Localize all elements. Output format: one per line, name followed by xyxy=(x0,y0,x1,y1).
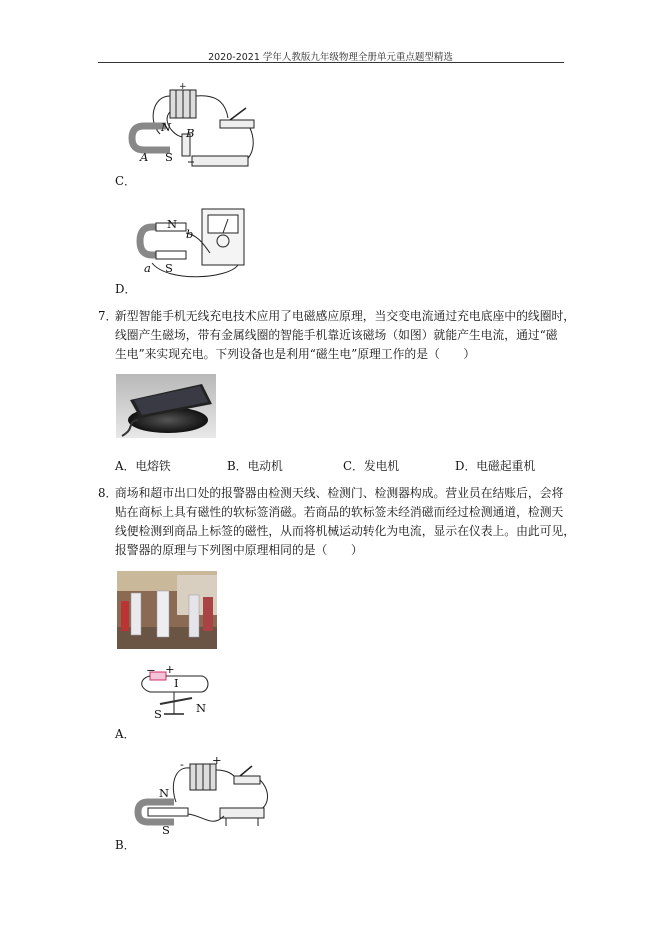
fig-d-pole-n: N xyxy=(167,217,178,231)
fig-a-minus: − xyxy=(146,663,156,677)
header-divider xyxy=(98,62,564,63)
q7-number: 7． xyxy=(98,309,118,323)
fig-d-pole-s: S xyxy=(165,261,173,275)
q8-option-a: A． xyxy=(115,727,136,741)
q6-option-c: C． xyxy=(115,174,136,188)
fig-c-pole-n: N xyxy=(161,120,172,134)
figure-d-circuit xyxy=(138,205,258,285)
fig-b-plus: + xyxy=(212,753,222,767)
store-security-gate-photo xyxy=(117,571,217,649)
q8-line-1: 商场和超市出口处的报警器由检测天线、检测门、检测器构成。营业员在结账后，会将 xyxy=(115,486,564,500)
fig-a-current: I xyxy=(174,676,179,690)
fig-a-plus: + xyxy=(165,662,175,676)
fig-d-point-b: b xyxy=(186,227,194,241)
q7-line-2: 线圈产生磁场，带有金属线圈的智能手机靠近该磁场（如图）就能产生电流，通过“磁 xyxy=(115,328,558,342)
q8-number: 8． xyxy=(98,486,118,500)
q8-line-3: 线便检测到商品上标签的磁性，从而将机械运动转化为电流，显示在仪表上。由此可见， xyxy=(115,524,576,538)
q8-line-2: 贴在商标上具有磁性的软标签消磁。若商品的软标签未经消磁而经过检测通道，检测天 xyxy=(115,505,564,519)
fig-b-pole-n: N xyxy=(159,786,170,800)
q7-option-b: B．电动机 xyxy=(227,459,283,473)
fig-a-pole-s: S xyxy=(154,707,162,721)
wireless-charger-photo xyxy=(116,374,216,438)
q7-line-3: 生电”来实现充电。下列设备也是利用“磁生电”原理工作的是（ ） xyxy=(115,347,476,361)
fig-d-point-a: a xyxy=(144,261,151,275)
figure-b-motor-circuit xyxy=(134,756,274,842)
q7-option-d: D．电磁起重机 xyxy=(455,459,536,473)
fig-b-pole-s: S xyxy=(162,823,170,837)
fig-c-point-a: A xyxy=(140,150,149,164)
fig-c-point-b: B xyxy=(186,126,195,140)
fig-c-pole-s: S xyxy=(165,150,173,164)
q7-option-c: C．发电机 xyxy=(343,459,400,473)
q7-line-1: 新型智能手机无线充电技术应用了电磁感应原理，当交变电流通过充电底座中的线圈时， xyxy=(115,309,576,323)
q8-line-4: 报警器的原理与下列图中原理相同的是（ ） xyxy=(115,543,363,557)
q8-option-b: B． xyxy=(115,838,136,852)
fig-a-pole-n: N xyxy=(196,701,207,715)
q6-option-d: D． xyxy=(115,282,137,296)
fig-c-plus: + xyxy=(179,82,187,92)
fig-b-minus: - xyxy=(180,757,184,771)
figure-c-circuit xyxy=(130,82,270,182)
q7-option-a: A．电熔铁 xyxy=(115,459,171,473)
page-header: 2020-2021 学年人教版九年级物理全册单元重点题型精选 xyxy=(208,52,453,63)
